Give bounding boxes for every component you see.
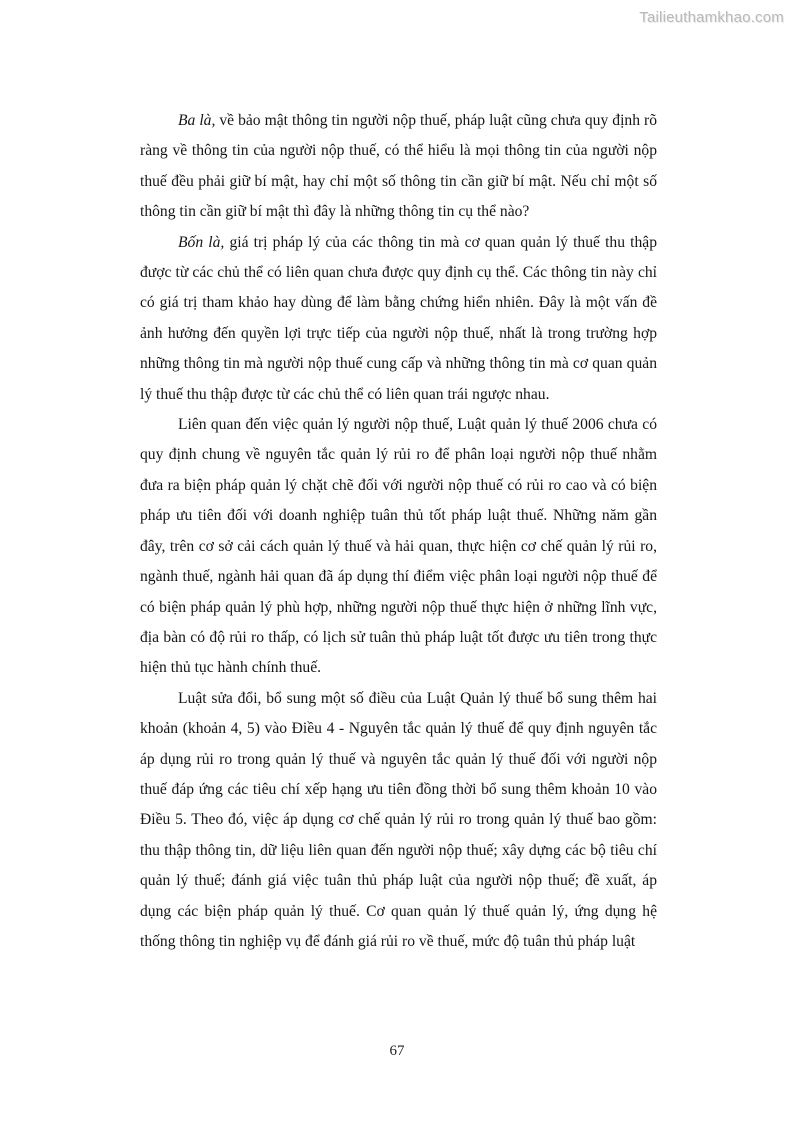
paragraph <box>140 684 657 958</box>
watermark: Tailieuthamkhao.com <box>639 9 784 26</box>
paragraph-lead: Ba là, <box>178 112 216 129</box>
paragraph-text: Liên quan đến việc quản lý người nộp thuế, Luật quản lý thuế 2006 chưa có quy định chung về nguyên tắc quản lý rủi ro để phân loại người nộp thuế nhằm đưa ra biện pháp quản lý chặt chẽ đối với người nộp thuế có rủi ro cao và có biện pháp ưu tiên đối với doanh nghiệp tuân thủ tốt pháp luật thuế. Những năm gần đây, trên cơ sở cải cách quản lý thuế và hải quan, thực hiện cơ chế quản lý rủi ro, ngành thuế, ngành hải quan đã áp dụng thí điểm việc phân loại người nộp thuế để có biện pháp quản lý phù hợp, những người nộp thuế thực hiện ở những lĩnh vực, địa bàn có độ rủi ro thấp, có lịch sử tuân thủ pháp luật tốt được ưu tiên trong thực hiện thủ tục hành chính thuế. <box>140 416 657 677</box>
paragraph <box>140 228 657 410</box>
paragraph <box>140 106 657 228</box>
paragraph-text: giá trị pháp lý của các thông tin mà cơ quan quản lý thuế thu thập được từ các chủ thể có liên quan chưa được quy định cụ thể. Các thông tin này chỉ có giá trị tham khảo hay dùng để làm bằng chứng hiển nhiên. Đây là một vấn đề ảnh hưởng đến quyền lợi trực tiếp của người nộp thuế, nhất là trong trường hợp những thông tin mà người nộp thuế cung cấp và những thông tin mà cơ quan quản lý thuế thu thập được từ các chủ thể có liên quan trái ngược nhau. <box>140 233 657 403</box>
paragraph-text: Luật sửa đổi, bổ sung một số điều của Luật Quản lý thuế bổ sung thêm hai khoản (khoản 4, 5) vào Điều 4 - Nguyên tắc quản lý thuế để quy định nguyên tắc áp dụng rủi ro trong quản lý thuế và nguyên tắc quản lý thuế đối với người nộp thuế đáp ứng các tiêu chí xếp hạng ưu tiên đồng thời bổ sung thêm khoản 10 vào Điều 5. Theo đó, việc áp dụng cơ chế quản lý rủi ro trong quản lý thuế bao gồm: thu thập thông tin, dữ liệu liên quan đến người nộp thuế; xây dựng các bộ tiêu chí quản lý thuế; đánh giá việc tuân thủ pháp luật của người nộp thuế; đề xuất, áp dụng các biện pháp quản lý thuế. Cơ quan quản lý thuế quản lý, ứng dụng hệ thống thông tin nghiệp vụ để đánh giá rủi ro về thuế, mức độ tuân thủ pháp luật <box>140 689 657 950</box>
paragraph-text: về bảo mật thông tin người nộp thuế, pháp luật cũng chưa quy định rõ ràng về thông tin của người nộp thuế, có thể hiểu là mọi thông tin của người nộp thuế đều phải giữ bí mật, hay chỉ một số thông tin cần giữ bí mật. Nếu chỉ một số thông tin cần giữ bí mật thì đây là những thông tin cụ thể nào? <box>140 112 657 221</box>
page-number: 67 <box>389 1043 405 1059</box>
paragraph-lead: Bốn là, <box>178 233 225 251</box>
document-body <box>140 106 657 957</box>
paragraph <box>140 410 657 684</box>
